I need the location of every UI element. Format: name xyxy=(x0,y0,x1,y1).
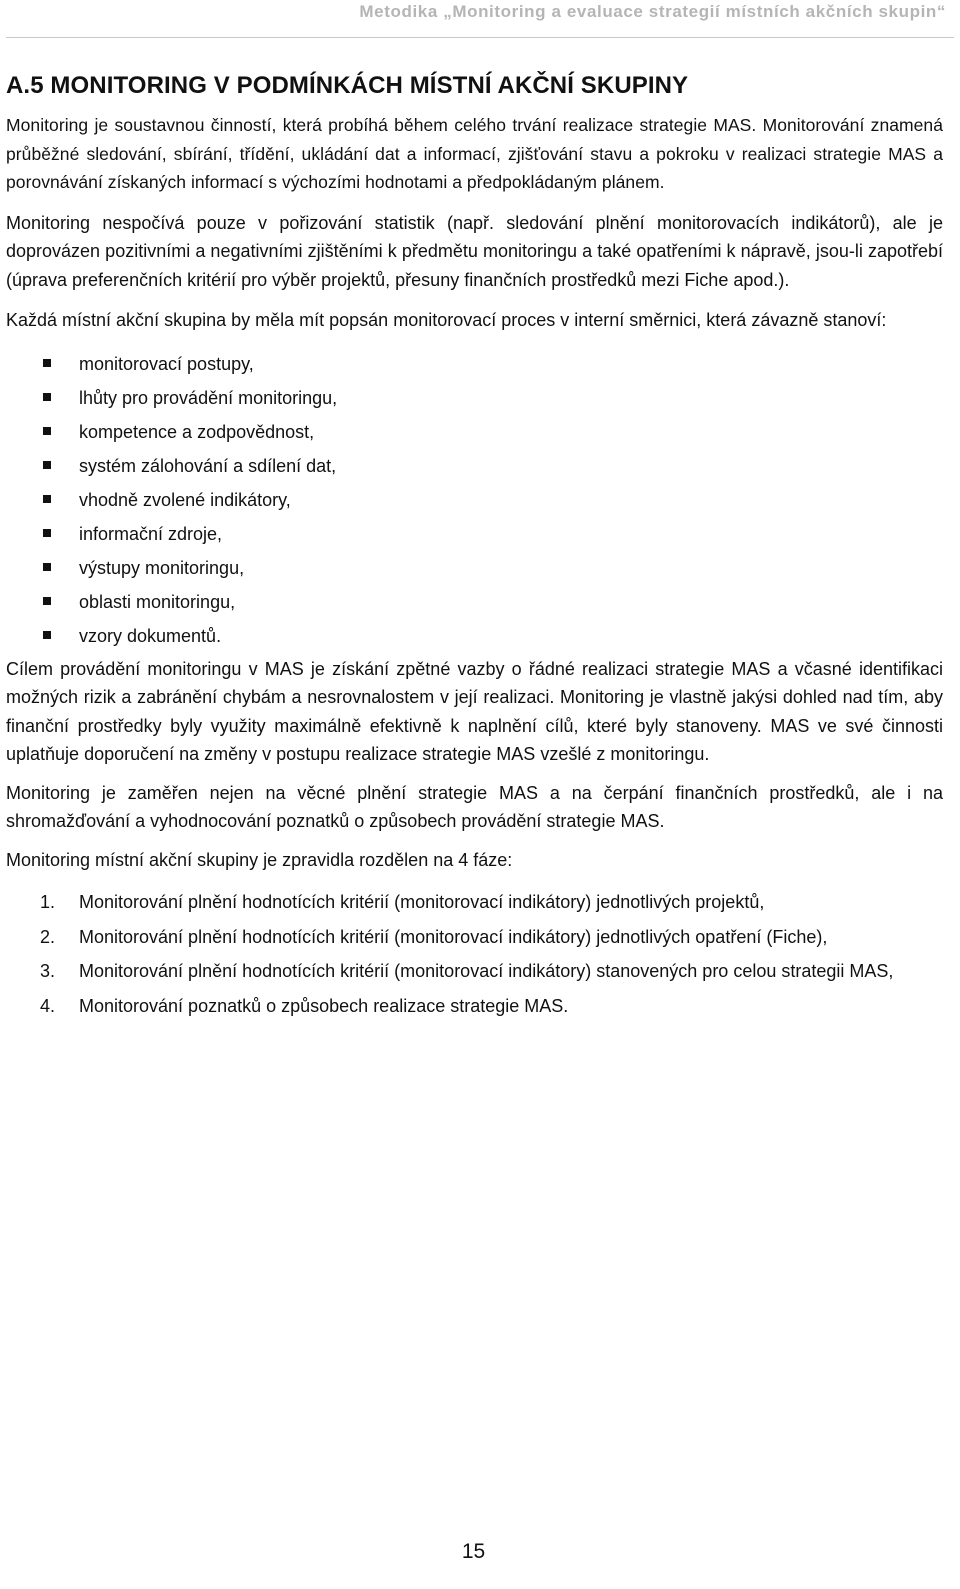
running-header: Metodika „Monitoring a evaluace strategií místních akčních skupin“ xyxy=(359,2,946,21)
phase-item xyxy=(6,888,943,917)
phase-number: 1. xyxy=(40,892,56,912)
list-item-label: monitorovací postupy, xyxy=(79,353,254,374)
list-item-label: informační zdroje, xyxy=(79,523,223,544)
paragraph-directive: Každá místní akční skupina by měla mít popsán monitorovací proces v interní směrnici, která závazně stanoví: xyxy=(6,310,887,330)
list-item-label: lhůty pro provádění monitoringu, xyxy=(79,387,338,408)
square-bullet-icon xyxy=(43,631,51,639)
list-item xyxy=(6,347,943,381)
list-item xyxy=(6,517,943,551)
phase-item xyxy=(6,957,943,986)
phase-item xyxy=(6,992,943,1021)
section-heading: A.5 MONITORING V PODMÍNKÁCH MÍSTNÍ AKČNÍ SKUPINY xyxy=(6,72,689,99)
directive-list xyxy=(6,347,943,653)
paragraph-intro: Monitoring je soustavnou činností, která probíhá během celého trvání realizace strategie MAS. Monitorování znamená průběžné sledování, sbírání, třídění, ukládání dat a informací, zjišťování stavu a pokroku v realizaci strategie MAS a porovnávání získaných informací s výchozími hodnotami a předpokládaným plánem. xyxy=(6,115,943,192)
list-item xyxy=(6,551,943,585)
list-item xyxy=(6,619,943,653)
paragraph-statistics: Monitoring nespočívá pouze v pořizování statistik (např. sledování plnění monitorovacích indikátorů), ale je doprovázen pozitivními a negativními zjištěními k předmětu monitoringu a také opatřeními k nápravě, jsou-li zapotřebí (úprava preferenčních kritérií pro výběr projektů, přesuny finančních prostředků mezi Fiche apod.). xyxy=(6,212,943,290)
list-item-label: systém zálohování a sdílení dat, xyxy=(79,455,337,476)
page-number: 15 xyxy=(461,1540,486,1563)
list-item xyxy=(6,483,943,517)
square-bullet-icon xyxy=(43,461,51,469)
phase-text: Monitorování plnění hodnotících kritérií (monitorovací indikátory) jednotlivých projektů, xyxy=(79,892,765,912)
list-item-label: výstupy monitoringu, xyxy=(79,557,245,578)
paragraph-focus: Monitoring je zaměřen nejen na věcné plnění strategie MAS a na čerpání finančních prostředků, ale i na shromažďování a vyhodnocování poznatků o způsobech provádění strategie MAS. xyxy=(6,782,943,831)
list-item xyxy=(6,585,943,619)
list-item-label: vzory dokumentů. xyxy=(79,625,222,646)
phase-text: Monitorování poznatků o způsobech realizace strategie MAS. xyxy=(79,995,569,1016)
list-item xyxy=(6,415,943,449)
phase-number: 3. xyxy=(40,961,56,981)
square-bullet-icon xyxy=(43,563,51,571)
square-bullet-icon xyxy=(43,597,51,605)
list-item xyxy=(6,381,943,415)
phase-number: 2. xyxy=(40,926,56,947)
list-item xyxy=(6,449,943,483)
phase-item xyxy=(6,923,943,952)
square-bullet-icon xyxy=(43,427,51,435)
list-item-label: oblasti monitoringu, xyxy=(79,591,236,612)
square-bullet-icon xyxy=(43,393,51,401)
square-bullet-icon xyxy=(43,529,51,537)
paragraph-goal: Cílem provádění monitoringu v MAS je získání zpětné vazby o řádné realizaci strategie MAS a včasné identifikaci možných rizik a zabránění chybám a nesrovnalostem v její realizaci. Monitoring je vlastně jakýsi dohled nad tím, aby finanční prostředky byly využity maximálně efektivně k naplnění cílů, které byly stanoveny. MAS ve své činnosti uplatňuje doporučení na změny v postupu realizace strategie MAS vzešlé z monitoringu. xyxy=(6,658,943,764)
phase-text: Monitorování plnění hodnotících kritérií (monitorovací indikátory) jednotlivých opatření (Fiche), xyxy=(79,926,828,947)
square-bullet-icon xyxy=(43,359,51,367)
phases-list xyxy=(6,888,943,1020)
phase-number: 4. xyxy=(40,995,56,1016)
square-bullet-icon xyxy=(43,495,51,503)
phase-text: Monitorování plnění hodnotících kritérií (monitorovací indikátory) stanovených pro celou strategii MAS, xyxy=(79,961,894,981)
paragraph-phases-intro: Monitoring místní akční skupiny je zpravidla rozdělen na 4 fáze: xyxy=(6,849,513,870)
list-item-label: vhodně zvolené indikátory, xyxy=(79,489,291,510)
document-body xyxy=(6,111,943,1026)
list-item-label: kompetence a zodpovědnost, xyxy=(79,421,315,442)
header-rule xyxy=(6,37,954,38)
